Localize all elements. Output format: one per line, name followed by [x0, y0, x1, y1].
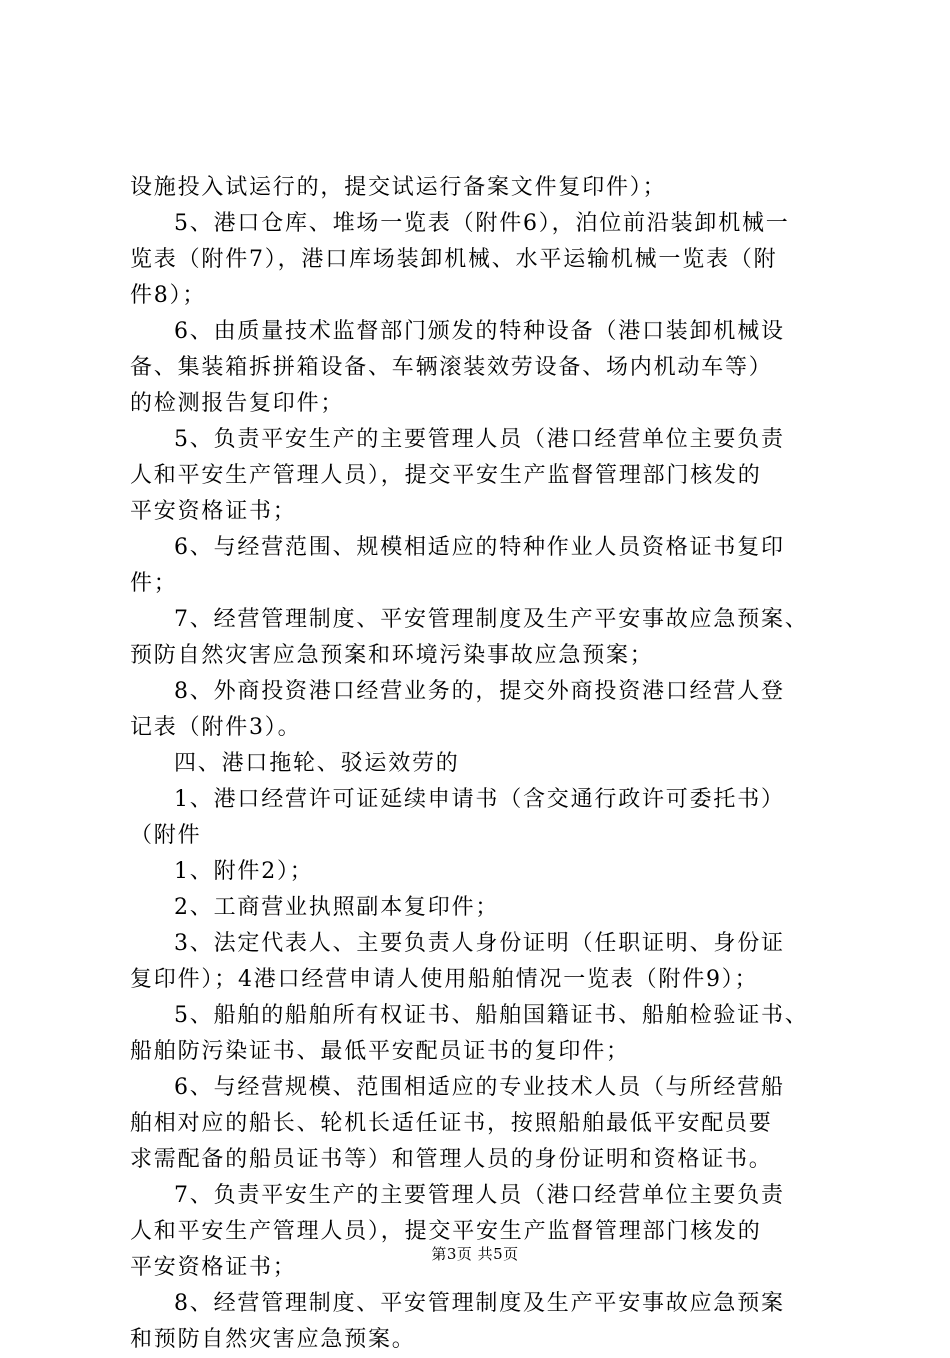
text-line: 5、船舶的船舶所有权证书、船舶国籍证书、船舶检验证书、: [174, 1003, 809, 1028]
text-line: 求需配备的船员证书等）和管理人员的身份证明和资格证书。: [130, 1147, 773, 1172]
text-line: 预防自然灾害应急预案和环境污染事故应急预案；: [130, 643, 654, 668]
text-line: 设施投入试运行的，提交试运行备案文件复印件）；: [130, 175, 667, 200]
text-line: 和预防自然灾害应急预案。: [130, 1327, 416, 1352]
section-heading: 四、港口拖轮、驳运效劳的: [174, 751, 460, 776]
text-line: 人和平安生产管理人员），提交平安生产监督管理部门核发的: [130, 463, 762, 488]
text-line: 1、附件2）；: [174, 859, 314, 884]
page-number: 第3页 共5页: [431, 1245, 519, 1263]
text-line: 3、法定代表人、主要负责人身份证明（任职证明、身份证: [174, 931, 785, 956]
text-line: 件8）；: [130, 283, 207, 308]
text-line: 6、由质量技术监督部门颁发的特种设备（港口装卸机械设: [174, 319, 785, 344]
text-line: 船舶防污染证书、最低平安配员证书的复印件；: [130, 1039, 630, 1064]
text-line: （附件: [130, 823, 202, 848]
text-line: 5、港口仓库、堆场一览表（附件6），泊位前沿装卸机械一: [174, 211, 790, 236]
text-line: 复印件）；4港口经营申请人使用船舶情况一览表（附件9）；: [130, 967, 759, 992]
text-line: 平安资格证书；: [130, 499, 297, 524]
text-line: 5、负责平安生产的主要管理人员（港口经营单位主要负责: [174, 427, 785, 452]
text-line: 2、工商营业执照副本复印件；: [174, 895, 500, 920]
text-line: 的检测报告复印件；: [130, 391, 345, 416]
text-line: 览表（附件7），港口库场装卸机械、水平运输机械一览表（附: [130, 247, 778, 272]
text-line: 件；: [130, 571, 178, 596]
text-line: 6、与经营规模、范围相适应的专业技术人员（与所经营船: [174, 1075, 785, 1100]
text-line: 8、经营管理制度、平安管理制度及生产平安事故应急预案: [174, 1291, 785, 1316]
text-line: 8、外商投资港口经营业务的，提交外商投资港口经营人登: [174, 679, 785, 704]
text-line: 1、港口经营许可证延续申请书（含交通行政许可委托书）: [174, 787, 785, 812]
text-line: 7、经营管理制度、平安管理制度及生产平安事故应急预案、: [174, 607, 809, 632]
text-line: 记表（附件3）。: [130, 715, 302, 740]
text-line: 6、与经营范围、规模相适应的特种作业人员资格证书复印: [174, 535, 785, 560]
text-line: 平安资格证书；: [130, 1255, 297, 1280]
text-line: 人和平安生产管理人员），提交平安生产监督管理部门核发的: [130, 1219, 762, 1244]
text-line: 舶相对应的船长、轮机长适任证书，按照船舶最低平安配员要: [130, 1111, 773, 1136]
text-line: 7、负责平安生产的主要管理人员（港口经营单位主要负责: [174, 1183, 785, 1208]
text-line: 备、集装箱拆拼箱设备、车辆滚装效劳设备、场内机动车等）: [130, 355, 773, 380]
